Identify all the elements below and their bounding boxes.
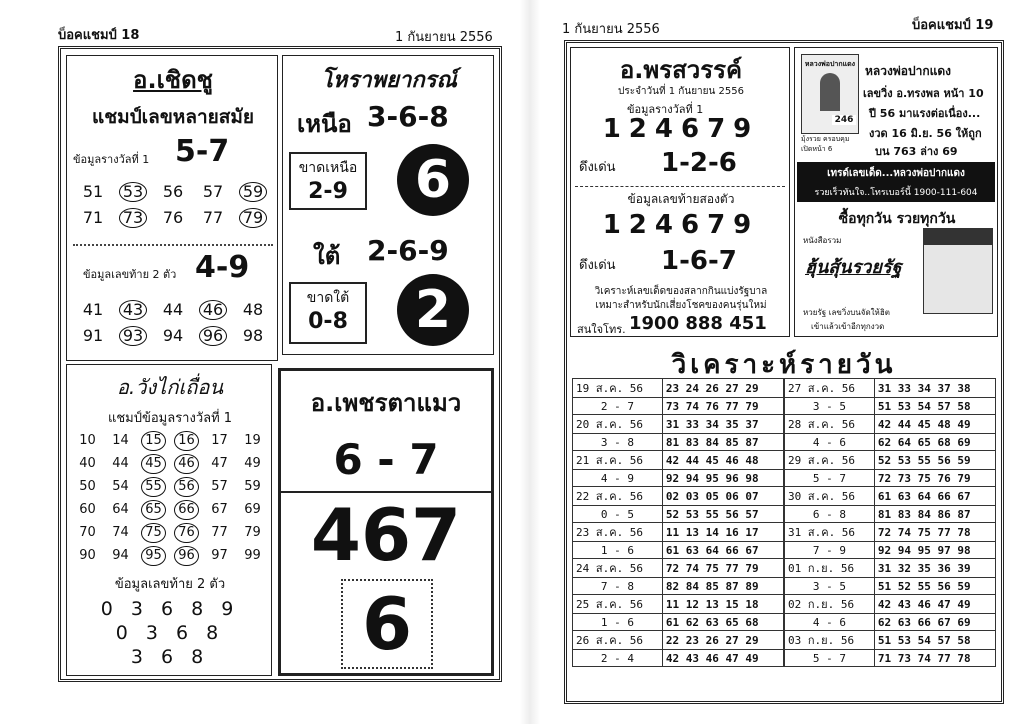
circled-number-text: 96: [199, 326, 227, 346]
number: 47: [211, 456, 228, 471]
number: 67: [211, 502, 228, 517]
daily-row: [785, 470, 996, 487]
daily-numbers-top: 42 44 45 46 48: [662, 451, 783, 470]
circled-number: [170, 477, 203, 497]
number: 17: [211, 433, 228, 448]
circled-number: [137, 477, 170, 497]
magazine-price: 246: [832, 115, 856, 125]
circled-number-text: 53: [119, 182, 147, 202]
daily-numbers-top: 72 74 75 77 79: [662, 559, 783, 578]
petch-three: 467: [310, 493, 462, 577]
daily-numbers-top: 52 53 55 56 59: [874, 451, 995, 470]
daily-date: 29 ส.ค. 56: [785, 451, 875, 470]
number-row: [71, 546, 271, 569]
advert-line-2: เลขวิ่ง อ.ทรงพล หน้า 10: [863, 87, 984, 100]
daily-row: [785, 487, 996, 506]
daily-numbers-top: 72 74 75 77 78: [874, 523, 995, 542]
circled-number: [170, 500, 203, 520]
daily-numbers-bottom: 51 52 55 56 59: [874, 578, 995, 595]
left-header-date: 1 กันยายน 2556: [395, 30, 493, 45]
petch-single: 6: [361, 582, 413, 666]
advert-line-1: หลวงพ่อปากแดง: [865, 64, 951, 78]
south-numbers: 2-6-9: [367, 234, 449, 267]
wangkai-title: อ.วังไก่เถื่อน: [116, 375, 224, 399]
advert-line-5: บน 763 ล่าง 69: [875, 145, 958, 158]
daily-pair: 1 - 6: [573, 542, 663, 559]
daily-numbers-bottom: 61 63 64 66 67: [662, 542, 783, 559]
petch-title: อ.เพชรตาแมว: [310, 389, 462, 417]
number: 51: [82, 182, 104, 201]
daily-row: [785, 451, 996, 470]
daily-row: [785, 614, 996, 631]
magazine-caption-1: มุ้งรวย ครอบคุม: [801, 135, 850, 143]
ponsawan-title: อ.พรสวรรค์: [619, 56, 743, 84]
ponsawan-digits-2: 124679: [602, 210, 760, 240]
chitchu-subtitle: แชมป์เลขหลายสมัย: [91, 106, 255, 128]
daily-numbers-top: 23 24 26 27 29: [662, 379, 783, 398]
daily-row: [573, 559, 784, 578]
circled-number-text: 96: [174, 546, 199, 566]
daily-row: [785, 523, 996, 542]
daily-row: [573, 614, 784, 631]
petch-pair: 6 - 7: [333, 435, 439, 484]
number: 90: [79, 548, 96, 563]
number: 40: [79, 456, 96, 471]
daily-date: 27 ส.ค. 56: [785, 379, 875, 398]
khat-south-numbers: 0-8: [308, 309, 348, 334]
daily-numbers-top: 42 44 45 48 49: [874, 415, 995, 434]
ponsawan-phone: 1900 888 451: [629, 313, 767, 334]
right-header-date: 1 กันยายน 2556: [562, 22, 660, 37]
circled-number-text: 75: [141, 523, 166, 543]
number: 44: [112, 456, 129, 471]
north-disc: 6: [397, 144, 469, 216]
daily-numbers-top: 42 43 46 47 49: [874, 595, 995, 614]
circled-number-text: 79: [239, 208, 267, 228]
number-row: [71, 431, 271, 454]
north-label: เหนือ: [297, 110, 352, 138]
chitchu-panel: [66, 55, 278, 361]
daily-numbers-top: 61 63 64 66 67: [874, 487, 995, 506]
daily-date: 30 ส.ค. 56: [785, 487, 875, 506]
daily-numbers-top: 31 33 34 35 37: [662, 415, 783, 434]
ponsawan-hot-1: 1-2-6: [661, 148, 737, 178]
daily-row: [573, 398, 784, 415]
pyramid-line: 0 3 6 8: [115, 622, 225, 644]
daily-numbers-top: 22 23 26 27 29: [662, 631, 783, 650]
khat-north-box: [289, 152, 367, 210]
number: 48: [242, 300, 264, 319]
daily-date: 25 ส.ค. 56: [573, 595, 663, 614]
number-row: [73, 300, 278, 326]
ponsawan-digits-1: 124679: [602, 114, 760, 144]
daily-table-right: [784, 378, 996, 667]
south-label: ใต้: [313, 242, 341, 270]
circled-number: [113, 182, 153, 202]
south-disc: 2: [397, 274, 469, 346]
daily-pair: 3 - 5: [785, 578, 875, 595]
daily-row: [573, 523, 784, 542]
daily-numbers-bottom: 92 94 95 96 98: [662, 470, 783, 487]
number: 76: [162, 208, 184, 227]
number: 70: [79, 525, 96, 540]
number: 77: [202, 208, 224, 227]
magazine-caption-2: เปิดหน้า 6: [801, 145, 833, 153]
circled-number-text: 46: [199, 300, 227, 320]
chitchu-label-1: ข้อมูลรางวัลที่ 1: [73, 153, 150, 166]
number: 60: [79, 502, 96, 517]
right-header-page-label: บ็อคแชมป์ 19: [912, 18, 994, 33]
daily-pair: 4 - 6: [785, 434, 875, 451]
daily-date: 20 ส.ค. 56: [573, 415, 663, 434]
khat-north-numbers: 2-9: [308, 179, 348, 204]
number: 91: [82, 326, 104, 345]
number-row: [73, 182, 278, 208]
daily-date: 31 ส.ค. 56: [785, 523, 875, 542]
advert-banner: [797, 162, 995, 202]
book-caption-1: หวยรัฐ เลขวิ่งบนจัดให้ฮิต: [803, 308, 890, 317]
number: 79: [244, 525, 261, 540]
daily-numbers-bottom: 62 64 65 68 69: [874, 434, 995, 451]
number: 57: [202, 182, 224, 201]
daily-row: [573, 379, 784, 398]
daily-numbers-bottom: 42 43 46 47 49: [662, 650, 783, 667]
circled-number: [137, 523, 170, 543]
daily-numbers-bottom: 81 83 84 85 87: [662, 434, 783, 451]
ponsawan-ad-line-1: วิเคราะห์เลขเด็ดของสลากกินแบ่งรัฐบาล: [594, 286, 768, 297]
number-row: [71, 523, 271, 546]
daily-row: [573, 434, 784, 451]
book-title: ฮุ้นสุ้นรวยรัฐ: [805, 257, 902, 278]
wangkai-panel: [66, 364, 272, 676]
khat-south-label: ขาดใต้: [306, 290, 350, 306]
ponsawan-label-2: ข้อมูลเลขท้ายสองตัว: [627, 192, 735, 206]
circled-number: [113, 326, 153, 346]
daily-date: 03 ก.ย. 56: [785, 631, 875, 650]
daily-row: [573, 650, 784, 667]
north-numbers: 3-6-8: [367, 100, 449, 133]
daily-numbers-bottom: 72 73 75 76 79: [874, 470, 995, 487]
ponsawan-panel: [570, 47, 790, 337]
number-row: [71, 477, 271, 500]
number: 69: [244, 502, 261, 517]
daily-date: 28 ส.ค. 56: [785, 415, 875, 434]
number: 56: [162, 182, 184, 201]
daily-table-left: [572, 378, 784, 667]
number: 41: [82, 300, 104, 319]
circled-number: [170, 546, 203, 566]
khat-south-box: [289, 282, 367, 344]
wangkai-subtitle: แชมป์ข้อมูลรางวัลที่ 1: [107, 411, 233, 426]
circled-number-text: 65: [141, 500, 166, 520]
number-row: [73, 326, 278, 352]
number: 14: [112, 433, 129, 448]
number: 10: [79, 433, 96, 448]
daily-numbers-bottom: 82 84 85 87 89: [662, 578, 783, 595]
circled-number: [170, 431, 203, 451]
daily-numbers-top: 31 33 34 37 38: [874, 379, 995, 398]
number-row: [71, 454, 271, 477]
daily-pair: 0 - 5: [573, 506, 663, 523]
chitchu-label-2: ข้อมูลเลขท้าย 2 ตัว: [83, 268, 177, 281]
chitchu-pair-2: 4-9: [195, 250, 250, 285]
daily-row: [573, 487, 784, 506]
daily-row: [573, 578, 784, 595]
number: 74: [112, 525, 129, 540]
page-gutter: [520, 0, 540, 724]
chitchu-rows-2: [73, 300, 278, 352]
circled-number-text: 73: [119, 208, 147, 228]
circled-number-text: 76: [174, 523, 199, 543]
daily-numbers-bottom: 52 53 55 56 57: [662, 506, 783, 523]
number: 98: [242, 326, 264, 345]
number: 77: [211, 525, 228, 540]
daily-date: 21 ส.ค. 56: [573, 451, 663, 470]
circled-number-text: 55: [141, 477, 166, 497]
daily-pair: 7 - 9: [785, 542, 875, 559]
ponsawan-phone-label: สนใจโทร.: [577, 323, 626, 336]
chitchu-pair-1: 5-7: [175, 134, 230, 169]
daily-date: 26 ส.ค. 56: [573, 631, 663, 650]
ponsawan-hot-label-2: ดึงเด่น: [579, 258, 616, 273]
wangkai-tail-label: ข้อมูลเลขท้าย 2 ตัว: [114, 577, 226, 592]
advert-panel: [794, 47, 998, 337]
number: 50: [79, 479, 96, 494]
chitchu-rows-1: [73, 182, 278, 234]
right-page: [540, 0, 1024, 724]
circled-number: [137, 454, 170, 474]
circled-number: [137, 546, 170, 566]
daily-numbers-top: 51 53 54 57 58: [874, 631, 995, 650]
circled-number-text: 93: [119, 326, 147, 346]
daily-row: [785, 595, 996, 614]
daily-row: [573, 542, 784, 559]
daily-numbers-top: 11 12 13 15 18: [662, 595, 783, 614]
circled-number: [233, 208, 273, 228]
daily-numbers-bottom: 62 63 66 67 69: [874, 614, 995, 631]
number: 54: [112, 479, 129, 494]
number: 59: [244, 479, 261, 494]
wangkai-rows: [71, 431, 271, 569]
ponsawan-hot-label-1: ดึงเด่น: [579, 160, 616, 175]
book-cover-band: [924, 229, 992, 245]
advert-banner-2: รวยเร็วทันใจ..โทรเบอร์นี้ 1900-111-604: [814, 188, 978, 198]
number: 71: [82, 208, 104, 227]
circled-number: [113, 300, 153, 320]
ponsawan-hot-2: 1-6-7: [661, 246, 737, 276]
chitchu-title: อ.เชิดชู: [133, 66, 213, 94]
daily-pair: 1 - 6: [573, 614, 663, 631]
pyramid-line: 0 3 6 8 9: [100, 598, 240, 620]
circled-number: [193, 326, 233, 346]
daily-pair: 6 - 8: [785, 506, 875, 523]
daily-row: [785, 415, 996, 434]
daily-row: [573, 506, 784, 523]
daily-row: [785, 650, 996, 667]
daily-row: [573, 595, 784, 614]
daily-date: 23 ส.ค. 56: [573, 523, 663, 542]
daily-numbers-bottom: 81 83 84 86 87: [874, 506, 995, 523]
ponsawan-ad-line-2: เหมาะสำหรับนักเสี่ยงโชคของคนรุ่นใหม่: [595, 300, 767, 311]
petch-single-box: [341, 579, 433, 669]
daily-pair: 7 - 8: [573, 578, 663, 595]
daily-date: 01 ก.ย. 56: [785, 559, 875, 578]
circled-number-text: 16: [174, 431, 199, 451]
daily-row: [785, 398, 996, 415]
circled-number: [170, 523, 203, 543]
circled-number-text: 56: [174, 477, 199, 497]
book-tag: หนังสือรวม: [803, 236, 842, 245]
daily-row: [785, 434, 996, 451]
circled-number-text: 95: [141, 546, 166, 566]
daily-pair: 5 - 7: [785, 650, 875, 667]
circled-number-text: 43: [119, 300, 147, 320]
number: 97: [211, 548, 228, 563]
khat-north-label: ขาดเหนือ: [298, 160, 358, 176]
daily-row: [573, 415, 784, 434]
ponsawan-date-line: ประจำวันที่ 1 กันยายน 2556: [617, 86, 744, 97]
book-caption-2: เข้าแล้วเข้าอีกทุกงวด: [811, 322, 885, 331]
circled-number: [193, 300, 233, 320]
daily-title: วิเคราะห์รายวัน: [671, 350, 897, 380]
daily-row: [573, 631, 784, 650]
magazine-title: หลวงพ่อปากแดง: [804, 60, 856, 68]
daily-pair: 3 - 8: [573, 434, 663, 451]
daily-numbers-top: 02 03 05 06 07: [662, 487, 783, 506]
daily-row: [785, 578, 996, 595]
petch-panel: [278, 368, 494, 676]
magazine-temple-icon: [820, 73, 840, 111]
number: 44: [162, 300, 184, 319]
circled-number-text: 59: [239, 182, 267, 202]
magazine-cover: [801, 54, 859, 134]
daily-pair: 4 - 6: [785, 614, 875, 631]
pyramid-line: 3 6 8: [130, 646, 210, 668]
daily-numbers-bottom: 51 53 54 57 58: [874, 398, 995, 415]
daily-numbers-bottom: 71 73 74 77 78: [874, 650, 995, 667]
daily-pair: 3 - 5: [785, 398, 875, 415]
advert-line-3: ปี 56 มาแรงต่อเนื่อง...: [869, 107, 981, 120]
number: 64: [112, 502, 129, 517]
daily-numbers-bottom: 92 94 95 97 98: [874, 542, 995, 559]
daily-pair: 2 - 7: [573, 398, 663, 415]
horapayakorn-title: โหราพยากรณ์: [321, 68, 457, 93]
circled-number: [113, 208, 153, 228]
daily-row: [785, 506, 996, 523]
circled-number-text: 46: [174, 454, 199, 474]
ponsawan-label-1: ข้อมูลรางวัลที่ 1: [627, 103, 704, 116]
number: 99: [244, 548, 261, 563]
number: 94: [162, 326, 184, 345]
daily-date: 22 ส.ค. 56: [573, 487, 663, 506]
advert-banner-1: เทรด์เลขเด็ด...หลวงพ่อปากแดง: [827, 168, 965, 179]
daily-row: [785, 559, 996, 578]
circled-number: [233, 182, 273, 202]
advert-slogan: ซื้อทุกวัน รวยทุกวัน: [838, 211, 956, 227]
daily-date: 02 ก.ย. 56: [785, 595, 875, 614]
circled-number: [170, 454, 203, 474]
daily-row: [573, 470, 784, 487]
wangkai-pyramid: [67, 597, 273, 669]
daily-pair: 2 - 4: [573, 650, 663, 667]
daily-row: [785, 379, 996, 398]
book-cover: [923, 228, 993, 314]
number: 57: [211, 479, 228, 494]
number: 94: [112, 548, 129, 563]
circled-number-text: 15: [141, 431, 166, 451]
daily-numbers-top: 31 32 35 36 39: [874, 559, 995, 578]
number: 49: [244, 456, 261, 471]
daily-numbers-bottom: 73 74 76 77 79: [662, 398, 783, 415]
daily-pair: 4 - 9: [573, 470, 663, 487]
daily-pair: 5 - 7: [785, 470, 875, 487]
ponsawan-divider: [575, 186, 785, 187]
circled-number-text: 45: [141, 454, 166, 474]
daily-row: [573, 451, 784, 470]
number: 19: [244, 433, 261, 448]
daily-row: [785, 542, 996, 559]
circled-number: [137, 500, 170, 520]
daily-date: 19 ส.ค. 56: [573, 379, 663, 398]
daily-row: [785, 631, 996, 650]
daily-numbers-top: 11 13 14 16 17: [662, 523, 783, 542]
circled-number: [137, 431, 170, 451]
advert-line-4: งวด 16 มิ.ย. 56 ให้ถูก: [869, 127, 982, 140]
number-row: [71, 500, 271, 523]
daily-date: 24 ส.ค. 56: [573, 559, 663, 578]
daily-numbers-bottom: 61 62 63 65 68: [662, 614, 783, 631]
horapayakorn-panel: [282, 55, 494, 355]
chitchu-divider: [73, 244, 273, 246]
number-row: [73, 208, 278, 234]
circled-number-text: 66: [174, 500, 199, 520]
left-header-page-label: บ็อคแชมป์ 18: [58, 28, 140, 43]
